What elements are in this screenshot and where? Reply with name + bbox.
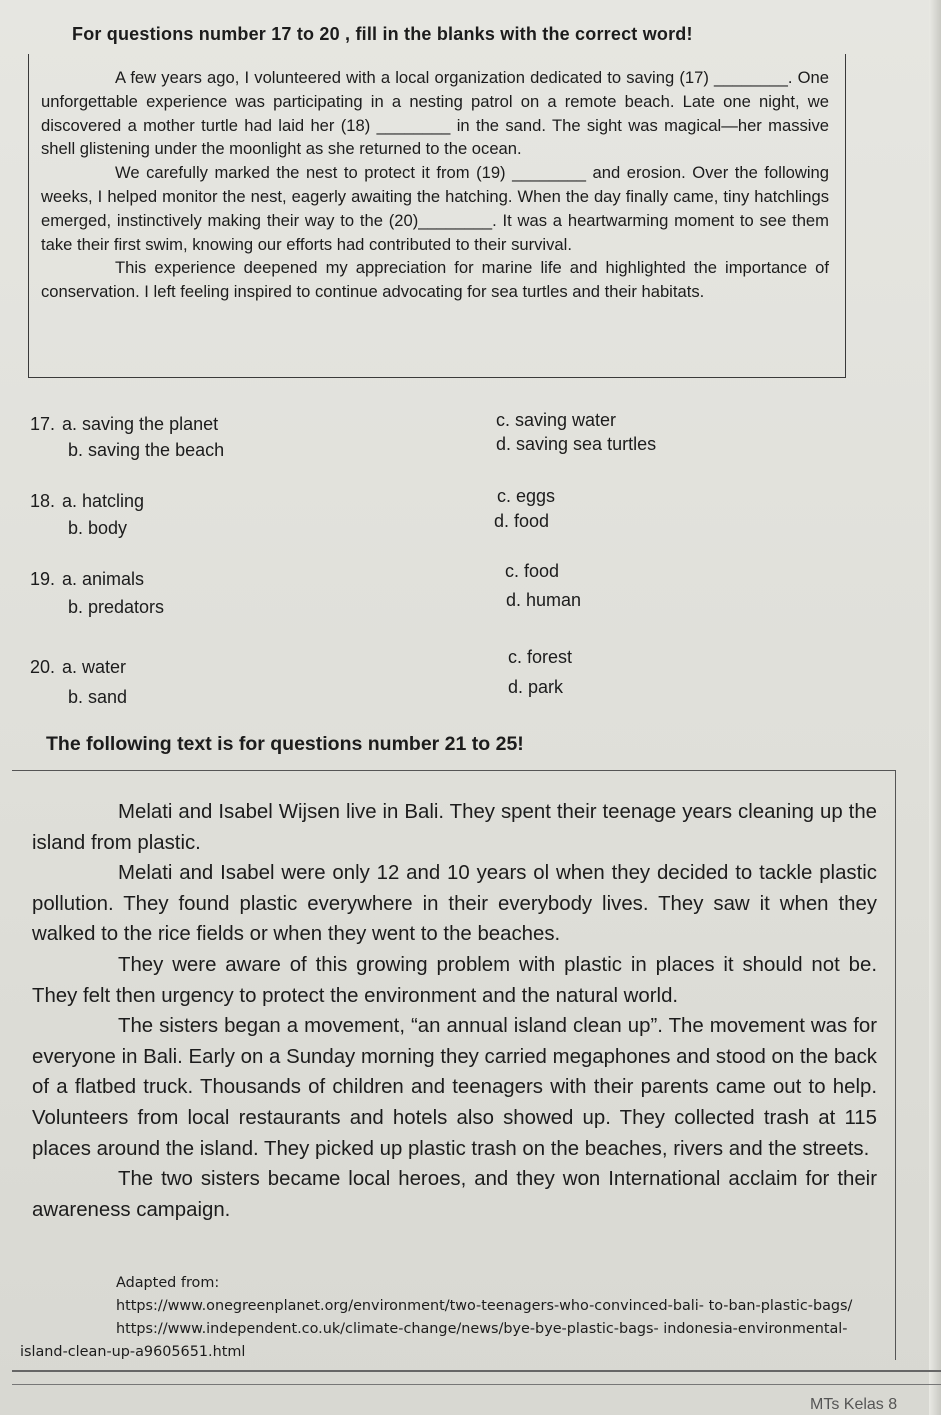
divider-line <box>12 1370 941 1372</box>
passage1-paragraph-2: We carefully marked the nest to protect it from (19) ________ and erosion. Over the following weeks, I helped monitor the nest, eagerly awaiting the hatching. When the day finally came, tiny hatchlings emerged, instinctively making their way to the (20)________. It was a heartwarming moment to see them take their first swim, knowing our efforts had contributed to their survival. <box>41 163 829 254</box>
question-20-option-b[interactable]: b. sand <box>68 687 128 707</box>
passage1-paragraph-3: This experience deepened my appreciation for marine life and highlighted the importance of conservation. I left feeling inspired to continue advocating for sea turtles and their habitats. <box>41 258 829 302</box>
page-edge <box>929 0 941 1415</box>
question-18-number: 18. <box>30 491 56 511</box>
source-label: Adapted from: <box>116 1275 220 1291</box>
passage2-paragraph-3: They were aware of this growing problem with plastic in places it should not be. They felt then urgency to protect the environment and the natural world. <box>32 953 877 1007</box>
question-18-option-b[interactable]: b. body <box>68 518 128 538</box>
section1-instruction: For questions number 17 to 20 , fill in the blanks with the correct word! <box>72 24 693 44</box>
question-20-option-a[interactable]: a. water <box>62 657 127 677</box>
passage-box-turtles <box>28 54 846 378</box>
question-20-number: 20. <box>30 657 56 677</box>
question-18-option-a[interactable]: a. hatcling <box>62 491 145 511</box>
question-17-option-a[interactable]: a. saving the planet <box>62 414 219 434</box>
question-19-option-a[interactable]: a. animals <box>62 569 145 589</box>
divider-line-2 <box>12 1384 941 1385</box>
passage1-paragraph-1: A few years ago, I volunteered with a local organization dedicated to saving (17) ________. One unforgettable experience was participating in a nesting patrol on a remote beach. Late one night, we discovered a mother turtle had laid her (18) ________ in the sand. The sight was magical—her massive shell glistening under the moonlight as she returned to the ocean. <box>41 68 829 159</box>
question-17-number: 17. <box>30 414 56 434</box>
passage2-paragraph-1: Melati and Isabel Wijsen live in Bali. They spent their teenage years cleaning up the island from plastic. <box>32 801 877 854</box>
section2-instruction: The following text is for questions number 21 to 25! <box>46 733 524 755</box>
question-19-number: 19. <box>30 569 56 589</box>
question-20-option-d[interactable]: d. park <box>508 677 564 697</box>
question-17-option-c[interactable]: c. saving water <box>496 410 617 430</box>
source-link-3[interactable]: island-clean-up-a9605651.html <box>20 1344 246 1360</box>
footer-label: MTs Kelas 8 <box>810 1396 898 1413</box>
question-17-option-d[interactable]: d. saving sea turtles <box>496 434 657 454</box>
source-citation <box>20 1272 920 1364</box>
source-link-2[interactable]: https://www.independent.co.uk/climate-change/news/bye-bye-plastic-bags- indonesia-environmental- <box>116 1321 848 1337</box>
question-20-option-c[interactable]: c. forest <box>508 647 573 667</box>
question-19-option-d[interactable]: d. human <box>506 590 582 610</box>
source-link-1[interactable]: https://www.onegreenplanet.org/environment/two-teenagers-who-convinced-bali- to-ban-plastic-bags/ <box>116 1298 853 1314</box>
question-18-option-c[interactable]: c. eggs <box>497 486 556 506</box>
question-19-option-b[interactable]: b. predators <box>68 597 165 617</box>
question-18-option-d[interactable]: d. food <box>494 511 550 531</box>
question-19-option-c[interactable]: c. food <box>505 561 560 581</box>
question-17-option-b[interactable]: b. saving the beach <box>68 440 225 460</box>
passage2-paragraph-5: The two sisters became local heroes, and they won International acclaim for their awareness campaign. <box>32 1168 877 1221</box>
passage2-paragraph-2: Melati and Isabel were only 12 and 10 years ol when they decided to tackle plastic pollution. They found plastic everywhere in their everybody lives. They saw it when they walked to the rice fields or when they went to the beaches. <box>32 862 877 946</box>
passage2-paragraph-4: The sisters began a movement, “an annual island clean up”. The movement was for everyone in Bali. Early on a Sunday morning they carried megaphones and stood on the back of a flatbed truck. Thousands of children and teenagers with their parents came out to help. Volunteers from local restaurants and hotels also showed up. They collected trash at 115 places around the island. They picked up plastic trash on the beaches, rivers and the streets. <box>32 1015 877 1160</box>
